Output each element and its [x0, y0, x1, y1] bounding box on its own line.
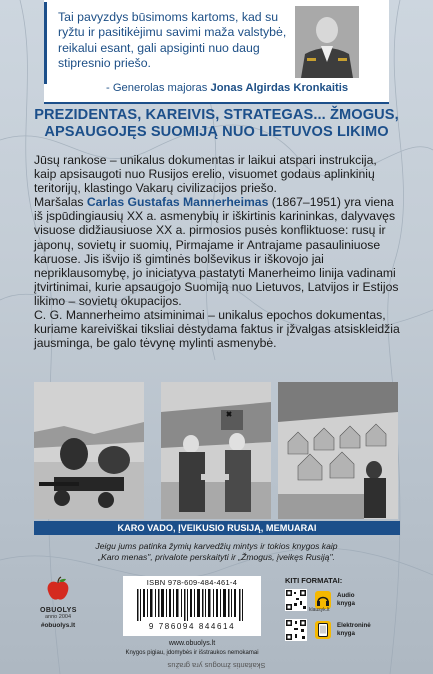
publisher-logo	[40, 576, 76, 629]
publisher-hashtag: #obuolys.lt	[40, 622, 76, 629]
quote-author-prefix: - Generolas majoras	[106, 82, 211, 94]
publisher-url[interactable]: www.obuolys.lt	[168, 640, 216, 647]
spine-tagline: Skaitantis žmogus yra gražus	[167, 661, 266, 670]
audio-label	[337, 592, 355, 607]
ebook-label-text: Elektroninė	[337, 622, 371, 629]
quote-author	[106, 82, 348, 94]
audio-site: klausyk.lt	[309, 607, 330, 613]
promo-line-2: „Karo menas", privalote perskaityti ir „Žmogus, įveikęs Rusiją".	[98, 552, 335, 562]
description-paragraph-3: C. G. Mannerheimo atsiminimai – unikalus epochos dokumentas, kuriame kareiviškai tiksliai dėstydama faktus ir įžvalgas atsiskleidžia jausminga, be galo tėvynę mylinti asmenybė.	[34, 308, 400, 351]
quote-box	[44, 0, 389, 104]
headline-line-2: APSAUGOJĘS SUOMIJĄ NUO LIETUVOS LIKIMO	[44, 124, 389, 140]
description-paragraph-2	[34, 195, 400, 308]
audio-label-sub: knyga	[337, 599, 355, 607]
headline	[0, 107, 433, 141]
barcode	[123, 576, 261, 636]
qr-code-icon	[285, 619, 307, 641]
quote-text: Tai pavyzdys būsimoms kartoms, kad su ryžtu ir pasitikėjimu savimi maža valstybė, reikalui esant, gali apsiginti nuo daug stipresnio priešo.	[58, 10, 287, 71]
general-portrait	[295, 6, 359, 78]
ebook-label-sub: knyga	[337, 629, 355, 637]
publisher-year: anno 2004	[45, 614, 71, 620]
isbn: ISBN 978-609-484-461-4	[146, 578, 238, 587]
ebook-format[interactable]	[285, 619, 405, 645]
photo-soldiers-machine-gun	[34, 382, 144, 519]
audio-format[interactable]	[285, 589, 405, 615]
ebook-reader-icon	[315, 621, 331, 639]
headline-line-1: PREZIDENTAS, KAREIVIS, STRATEGAS... ŽMOGUS,	[34, 107, 399, 123]
quote-accent-line	[44, 2, 47, 84]
photo-handshake-aircraft	[161, 382, 271, 519]
series-banner: KARO VADO, ĮVEIKUSIO RUSIJĄ, MEMUARAI	[34, 521, 400, 535]
mannerheim-name: Carlas Gustafas Mannerheimas	[86, 195, 269, 210]
promo-text	[0, 541, 433, 563]
barcode-bars	[137, 589, 247, 621]
other-formats	[285, 576, 405, 649]
audio-label-text: Audio	[337, 592, 355, 599]
description-p2-rest: (1867–1951) yra viena iš įspūdingiausių XX a. asmenybių ir iškirtinis karininkas, dalyvavęs visuose didžiausiuose XX a. pirmosios pusės konfliktuose: rusų ir japonų, sovietų ir suomių, Pirmajame ir Antrajame pasauliniuose karuose. Jis išvijo iš gimtinės bolševikus ir iškovojo jai nepriklausomybę, jo iniciatyva pastatyti Manerheimo linija vadinami įtvirtinimai, kurie apsaugojo Suomiją nuo Lietuvos, Latvijos ir Estijos likimo – sovietų okupacijos.	[34, 195, 399, 308]
quote-author-name: Jonas Algirdas Kronkaitis	[210, 82, 349, 94]
formats-title: KITI FORMATAI:	[285, 576, 343, 585]
description	[34, 153, 400, 350]
ebook-label	[337, 622, 371, 637]
description-paragraph-1: Jūsų rankose – unikalus dokumentas ir laikui atspari instrukcija, kaip apsisaugoti nuo Rusijos erelio, visuomet godaus aplinkinių teritorijų, klastingo Vakarų civilizacijos priešo.	[34, 153, 377, 196]
apple-icon	[45, 576, 71, 602]
promo-line-1: Jeigu jums patinka žymių karvedžių mintys ir tokios knygos kaip	[95, 541, 338, 551]
publisher-tagline: Knygos pigiau, įdomybės ir išstraukos nemokamai	[125, 650, 259, 656]
publisher-name: OBUOLYS	[40, 607, 77, 614]
barcode-number: 9 786094 844614	[148, 622, 236, 631]
qr-code-icon	[285, 589, 307, 611]
photo-tank-obstacles	[278, 382, 398, 519]
description-p2-prefix: Maršalas	[34, 195, 87, 210]
